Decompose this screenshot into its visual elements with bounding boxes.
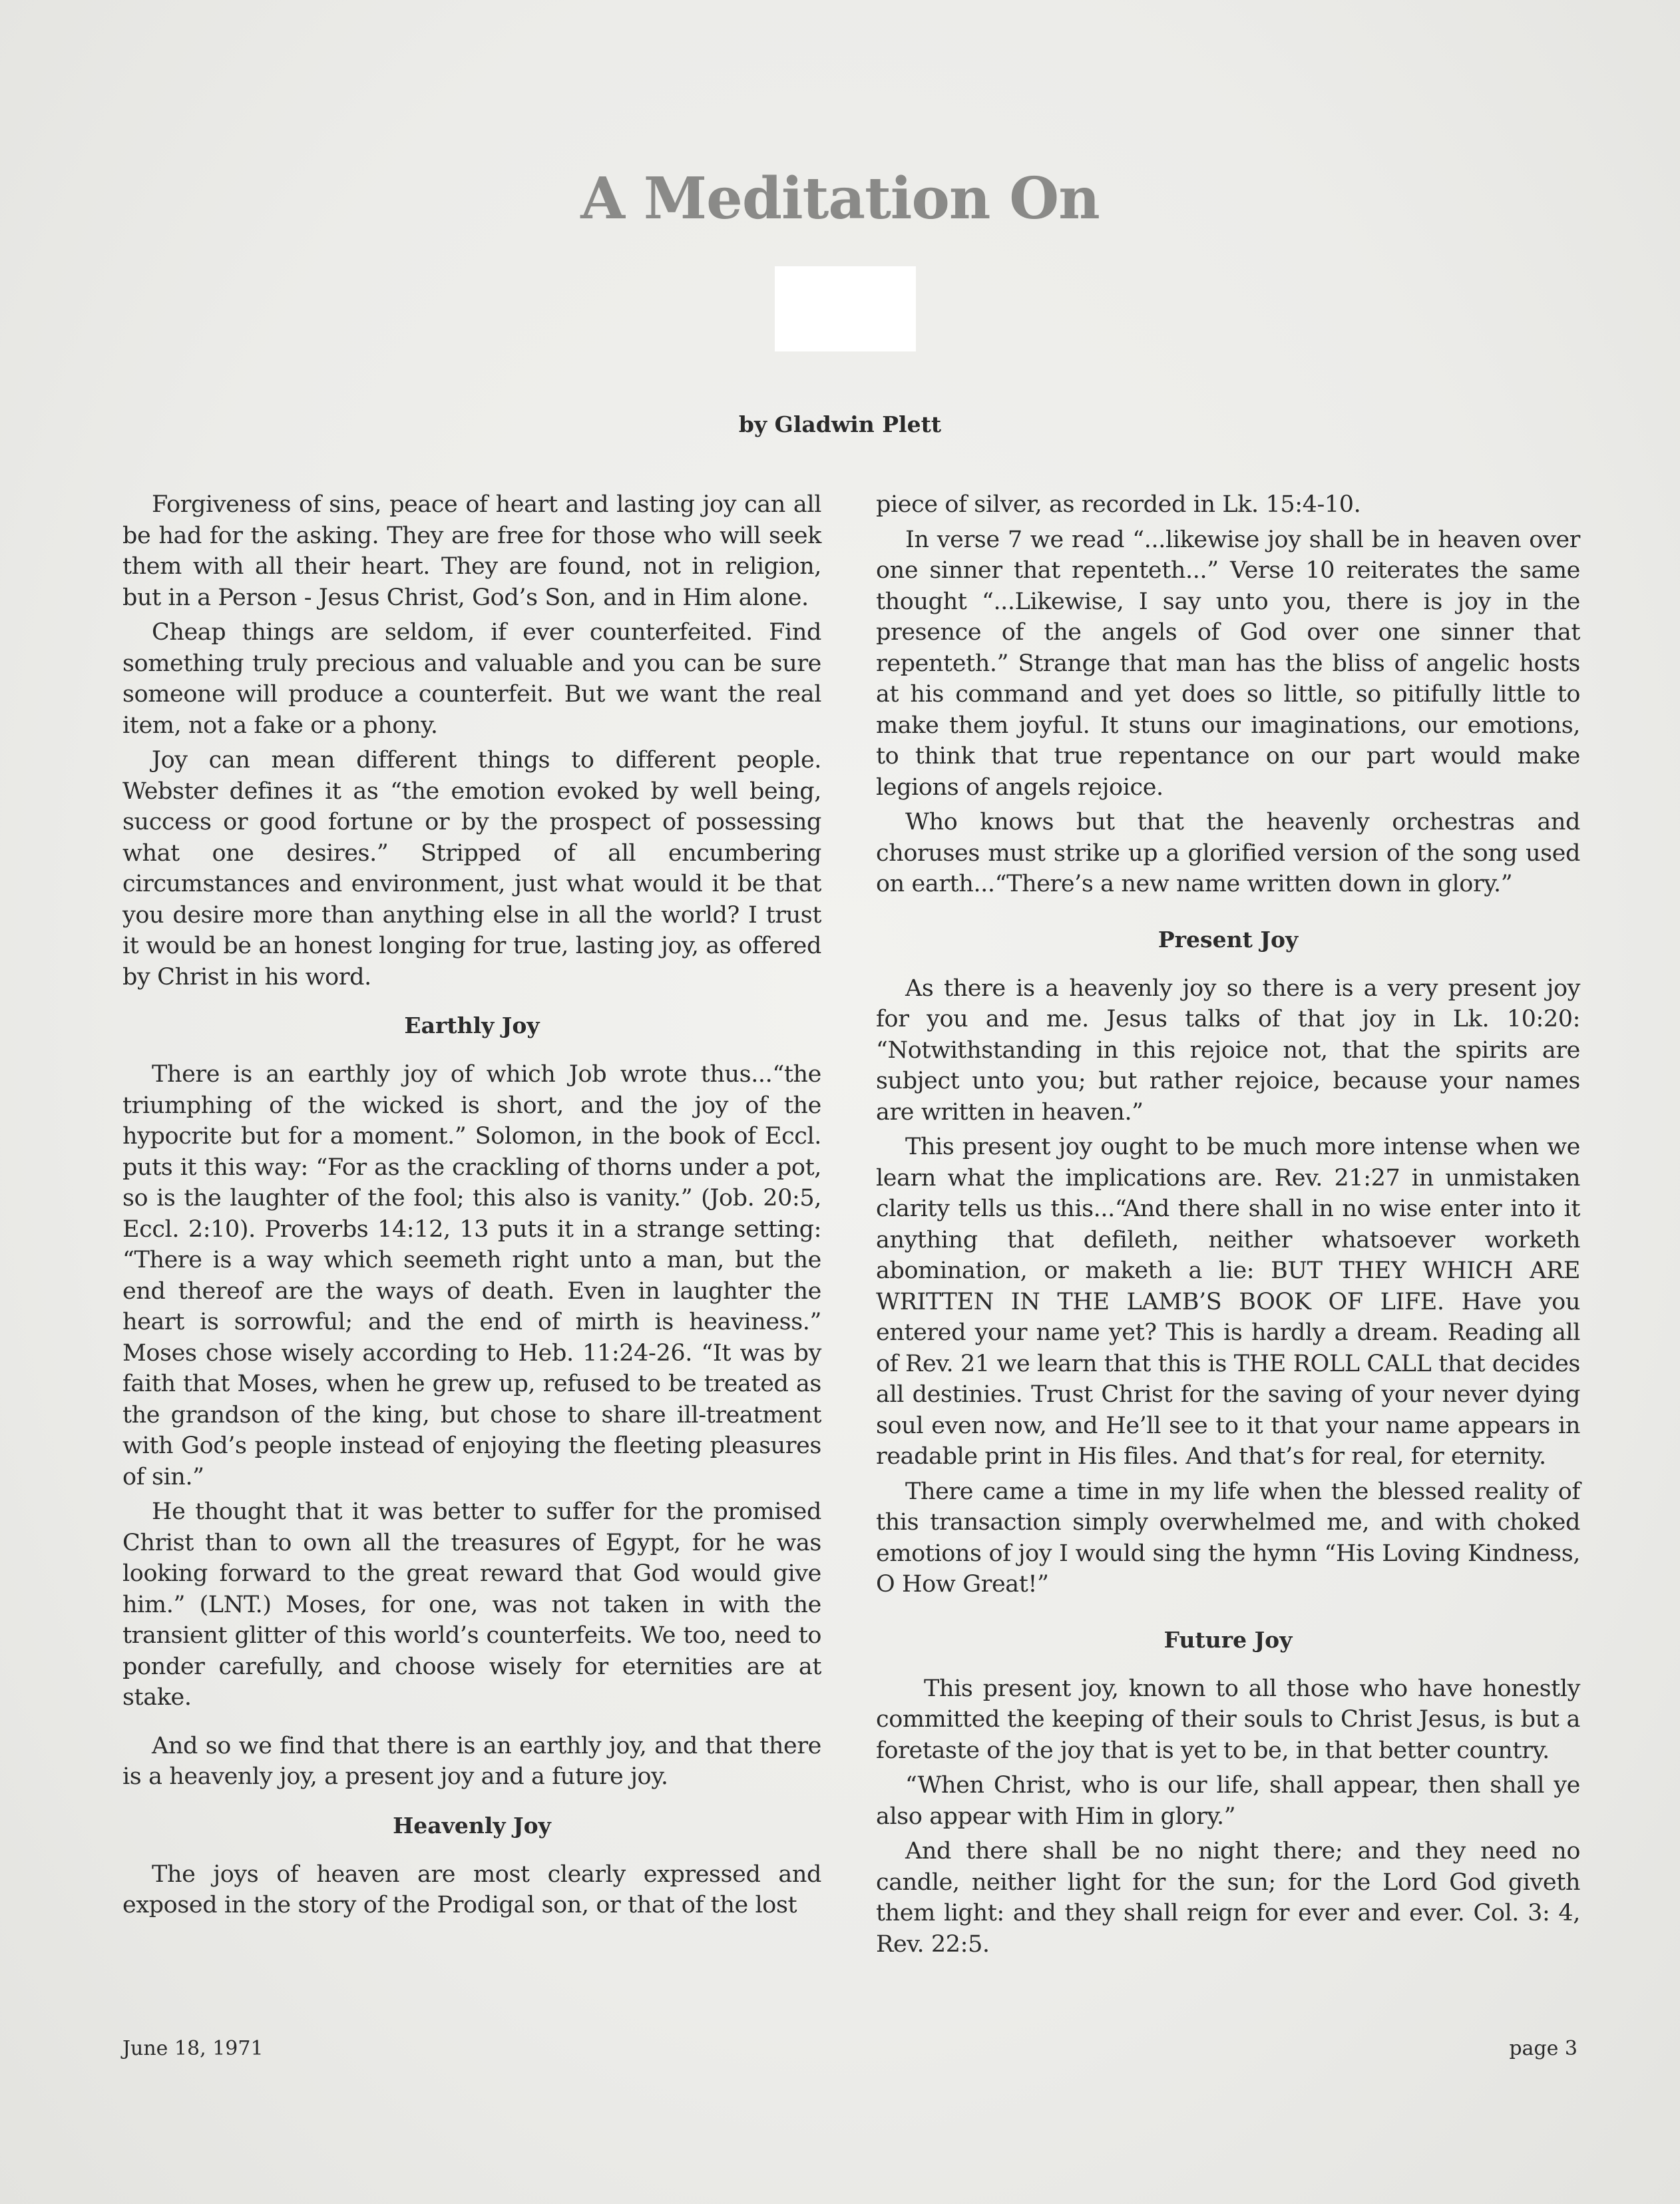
paragraph: Joy can mean different things to different people. Webster defines it as “the emotion evoked by well being, success or good fortune or by the prospect of possessing what one desires.” Stripped of all encumbering circumstances and environment, just what would it be that you desire more than anything else in all the world? I trust it would be an honest longing for true, lasting joy, as offered by Christ in his word.	[122, 747, 821, 991]
right-column	[876, 489, 1580, 1964]
redacted-block	[775, 266, 916, 351]
paragraph: This present joy ought to be much more intense when we learn what the implications are. Rev. 21:27 in unmistaken clarity tells us this...“And there shall in no wise enter into it anything that defileth, neither whatsoever worketh abomination, or maketh a lie: BUT THEY WHICH ARE WRITTEN IN THE LAMB’S BOOK OF LIFE. Have you entered your name yet? This is hardly a dream. Reading all of Rev. 21 we learn that this is THE ROLL CALL that decides all destinies. Trust Christ for the saving of your never dying soul even now, and He’ll see to it that your name appears in readable print in His files. And that’s for real, for eternity.	[876, 1134, 1580, 1470]
paragraph: There came a time in my life when the blessed reality of this transaction simply overwhelmed me, and with choked emotions of joy I would sing the hymn “His Loving Kindness, O How Great!”	[876, 1478, 1580, 1598]
paragraph: There is an earthly joy of which Job wrote thus...“the triumphing of the wicked is short, and the joy of the hypocrite but for a moment.” Solomon, in the book of Eccl. puts it this way: “For as the crackling of thorns under a pot, so is the laughter of the fool; this also is vanity.” (Job. 20:5, Eccl. 2:10). Proverbs 14:12, 13 puts it in a strange setting: “There is a way which seemeth right unto a man, but the end thereof are the ways of death. Even in laughter the heart is sorrowful; and the end of mirth is heaviness.” Moses chose wisely according to Heb. 11:24-26. “It was by faith that Moses, when he grew up, refused to be treated as the grandson of the king, but chose to share ill-treatment with God’s people instead of enjoying the fleeting pleasures of sin.”	[122, 1061, 821, 1490]
section-heading-present-joy: Present Joy	[1157, 926, 1299, 953]
paragraph: piece of silver, as recorded in Lk. 15:4-10.	[876, 491, 1361, 518]
section-heading-earthly-joy: Earthly Joy	[404, 1012, 540, 1038]
paragraph: Cheap things are seldom, if ever counterfeited. Find something truly precious and valuable and you can be sure someone will produce a counterfeit. But we want the real item, not a fake or a phony.	[122, 619, 821, 739]
paragraph: And there shall be no night there; and they need no candle, neither light for the sun; for the Lord God giveth them light: and they shall reign for ever and ever. Col. 3: 4, Rev. 22:5.	[876, 1838, 1580, 1958]
page-number: page 3	[1509, 2037, 1577, 2060]
paragraph: And so we find that there is an earthly joy, and that there is a heavenly joy, a present joy and a future joy.	[122, 1732, 821, 1790]
left-column	[122, 489, 821, 1925]
paragraph: Forgiveness of sins, peace of heart and lasting joy can all be had for the asking. They are free for those who will seek them with all their heart. They are found, not in religion, but in a Person - Jesus Christ, God’s Son, and in Him alone.	[122, 491, 821, 611]
paragraph: Who knows but that the heavenly orchestras and choruses must strike up a glorified version of the song used on earth...“There’s a new name written down in glory.”	[876, 809, 1580, 897]
author-byline: by Gladwin Plett	[738, 411, 942, 437]
footer-date: June 18, 1971	[122, 2037, 264, 2060]
paragraph: In verse 7 we read “...likewise joy shall be in heaven over one sinner that repenteth...” Verse 10 reiterates the same thought “...Likewise, I say unto you, there is joy in the presence of the angels of God over one sinner that repenteth.” Strange that man has the bliss of angelic hosts at his command and yet does so little, so pitifully little to make them joyful. It stuns our imaginations, our emotions, to think that true repentance on our part would make legions of angels rejoice.	[876, 526, 1580, 801]
section-heading-heavenly-joy: Heavenly Joy	[393, 1812, 551, 1839]
paragraph: He thought that it was better to suffer for the promised Christ than to own all the treasures of Egypt, for he was looking forward to the great reward that God would give him.” (LNT.) Moses, for one, was not taken in with the transient glitter of this world’s counterfeits. We too, need to ponder carefully, and choose wisely for eternities are at stake.	[122, 1498, 821, 1711]
paragraph: The joys of heaven are most clearly expressed and exposed in the story of the Prodigal son, or that of the lost	[122, 1861, 821, 1918]
paragraph: This present joy, known to all those who have honestly committed the keeping of their souls to Christ Jesus, is but a foretaste of the joy that is yet to be, in that better country.	[876, 1675, 1580, 1764]
paragraph: “When Christ, who is our life, shall appear, then shall ye also appear with Him in glory.”	[876, 1772, 1580, 1830]
paragraph: As there is a heavenly joy so there is a very present joy for you and me. Jesus talks of that joy in Lk. 10:20: “Notwithstanding in this rejoice not, that the spirits are subject unto you; but rather rejoice, because your names are written in heaven.”	[876, 975, 1580, 1126]
section-heading-future-joy: Future Joy	[1163, 1626, 1293, 1653]
page-title: A Meditation On	[580, 165, 1100, 232]
